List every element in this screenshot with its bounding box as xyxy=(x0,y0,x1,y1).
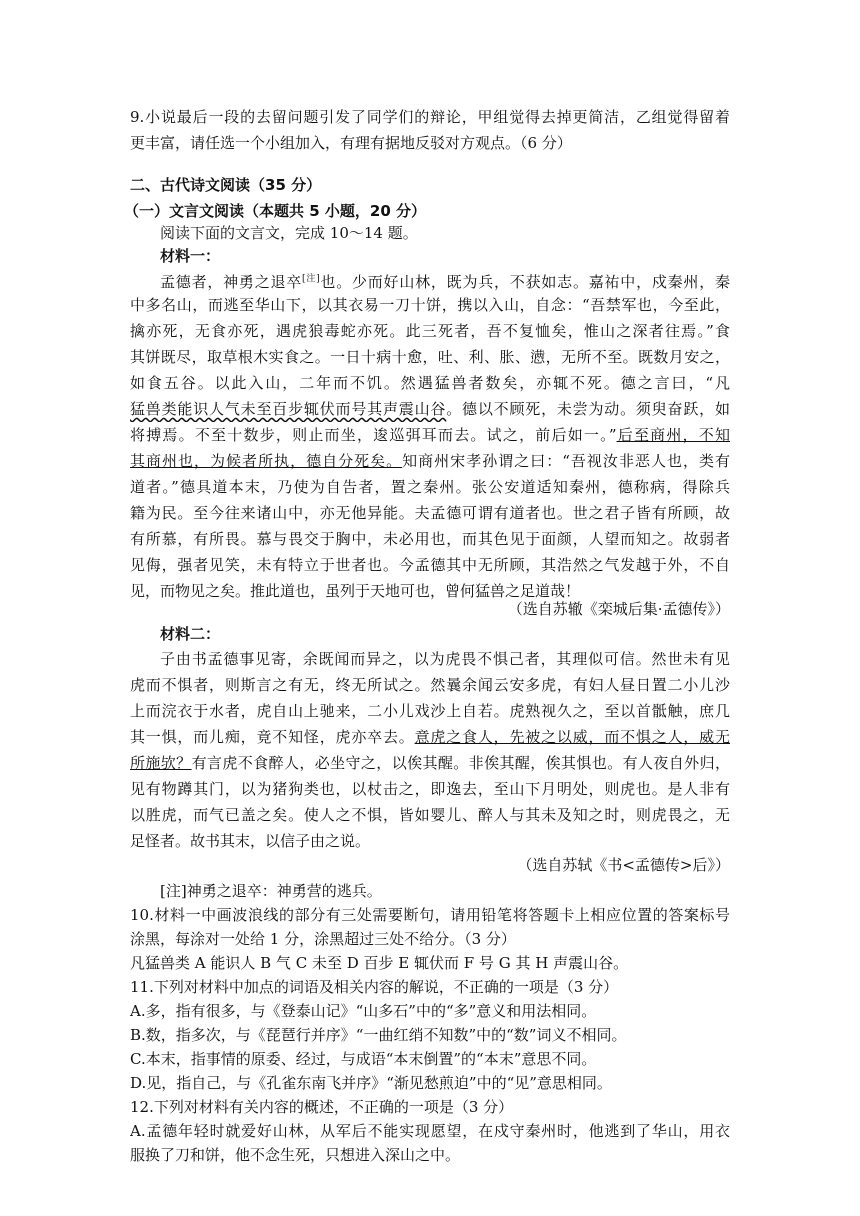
material-1-line: 猛兽类能识人气未至百步辄伏而号其声震山谷。德以不顾死，未尝为动。须臾奋跃，如 xyxy=(130,400,730,418)
underlined-text: 后至商州，不知 xyxy=(616,426,730,444)
material-2-line: 子由书孟德事见寄，余既闻而异之，以为虎畏不惧己者，其理似可信。然世未有见 xyxy=(160,650,730,668)
instruction: 阅读下面的文言文，完成 10～14 题。 xyxy=(160,224,418,242)
material-1-line: 有所慕，有所畏。慕与畏交于胸中，未必用也，而其色见于面颜，人望而知之。故弱者 xyxy=(130,530,730,548)
q11-option-c: C.本末，指事情的原委、经过，与成语“本末倒置”的“本末”意思不同。 xyxy=(130,1050,597,1068)
q11-stem: 11.下列对材料中加点的词语及相关内容的解说，不正确的一项是（3 分） xyxy=(130,978,619,996)
material-1-line: 中多名山，而逃至华山下，以其衣易一刀十饼，携以入山，自念：“吾禁军也，今至此， xyxy=(130,296,730,314)
material-2-source: （选自苏轼《书<孟德传>后》） xyxy=(517,856,730,874)
underlined-text: 其商州也，为候者所执，德自分死矣。 xyxy=(130,452,403,470)
material-1-line: 道者。”德具道本末，乃使为自告者，置之秦州。张公安道适知秦州，德称病，得除兵 xyxy=(130,478,730,496)
q10-line: 10.材料一中画波浪线的部分有三处需要断句，请用铅笔将答题卡上相应位置的答案标号 xyxy=(130,906,730,924)
underlined-text: 所施欤？ xyxy=(130,754,192,772)
material-2-line: 所施欤？有言虎不食醉人，必坐守之，以俟其醒。非俟其醒，俟其惧也。有人夜自外归， xyxy=(130,754,730,772)
material-1-line: 见侮，强者见笑，未有特立于世者也。今孟德其中无所顾，其浩然之气发越于外，不自 xyxy=(130,556,730,574)
material-1-line: 见，而物见之矣。推此道也，虽列于天地可也，曾何猛兽之足道哉！ xyxy=(130,582,581,600)
material-2-line: 见有物蹲其门，以为猪狗类也，以杖击之，即逸去，至山下月明处，则虎也。是人非有 xyxy=(130,780,730,798)
q11-option-d: D.见，指自己，与《孔雀东南飞并序》“渐见愁煎迫”中的“见”意思相同。 xyxy=(130,1074,612,1092)
material-1-line: 其商州也，为候者所执，德自分死矣。知商州宋孝孙谓之曰：“吾视汝非恶人也，类有 xyxy=(130,452,730,470)
material-1-line: 如食五谷。以此入山，二年而不饥。然遇猛兽者数矣，亦辄不死。德之言曰，“凡 xyxy=(130,374,730,392)
section-title: 二、古代诗文阅读（35 分） xyxy=(130,176,322,194)
footnote-marker: [注] xyxy=(302,274,320,284)
material-1-line: 擒亦死，无食亦死，遇虎狼毒蛇亦死。此三死者，吾不复恤矣，惟山之深者往焉。”食 xyxy=(130,322,730,340)
underlined-text: 意虎之食人，先被之以威，而不惧之人，威无 xyxy=(414,728,730,746)
material-1-line: 孟德者，神勇之退卒[注]也。少而好山林，既为兵，不获如志。嘉祐中，戍秦州，秦 xyxy=(160,273,730,291)
material-1-source: （选自苏辙《栾城后集·孟德传》） xyxy=(507,600,730,618)
material-2-line: 足怪者。故书其末，以信子由之说。 xyxy=(130,832,371,850)
q12-option-a: A.孟德年轻时就爱好山林，从军后不能实现愿望，在戍守秦州时，他逃到了华山，用衣 xyxy=(130,1122,730,1140)
material-2-line: 以胜虎，而气已盖之矣。使人之不惧，皆如婴儿、醉人与其未及知之时，则虎畏之，无 xyxy=(130,806,730,824)
footnote: [注]神勇之退卒：神勇营的逃兵。 xyxy=(160,882,382,900)
subsection-title: （一）文言文阅读（本题共 5 小题，20 分） xyxy=(124,202,426,220)
q12-option-a: 服换了刀和饼，他不念生死，只想进入深山之中。 xyxy=(130,1146,461,1164)
q10-line: 凡猛兽类 A 能识人 B 气 C 未至 D 百步 E 辄伏而 F 号 G 其 H 声震山谷。 xyxy=(130,954,629,972)
material-2-line: 虎而不惧者，则斯言之有无，终无所试之。然曩余闻云安多虎，有妇人昼日置二小儿沙 xyxy=(130,676,730,694)
q10-line: 涂黑，每涂对一处给 1 分，涂黑超过三处不给分。（3 分） xyxy=(130,930,516,948)
q11-option-a: A.多，指有很多，与《登泰山记》“山多石”中的“多”意义和用法相同。 xyxy=(130,1002,597,1020)
q9-line: 更丰富，请任选一个小组加入，有理有据地反驳对方观点。（6 分） xyxy=(130,134,572,152)
q11-option-b: B.数，指多次，与《琵琶行并序》“一曲红绡不知数”中的“数”词义不相同。 xyxy=(130,1026,627,1044)
material-1-line: 其饼既尽，取草根木实食之。一日十病十愈，吐、利、胀、懑，无所不至。既数月安之， xyxy=(130,348,730,366)
wavy-underlined-text: 猛兽类能识人气未至百步辄伏而号其声震山谷 xyxy=(130,400,447,418)
material-1-label: 材料一： xyxy=(160,247,221,265)
material-1-line: 籍为民。至今往来诸山中，亦无他异能。夫孟德可谓有道者也。世之君子皆有所顾，故 xyxy=(130,504,730,522)
material-2-line: 其一惧，而儿痴，竟不知怪，虎亦卒去。意虎之食人，先被之以威，而不惧之人，威无 xyxy=(130,728,730,746)
material-2-label: 材料二： xyxy=(160,625,221,643)
q9-line: 9.小说最后一段的去留问题引发了同学们的辩论，甲组觉得去掉更简洁，乙组觉得留着 xyxy=(130,108,730,126)
material-2-line: 上而浣衣于水者，虎自山上驰来，二小儿戏沙上自若。虎熟视久之，至以首骶触，庶几 xyxy=(130,702,730,720)
q12-stem: 12.下列对材料有关内容的概述，不正确的一项是（3 分） xyxy=(130,1098,514,1116)
material-1-line: 将搏焉。不至十数步，则止而坐，逡巡弭耳而去。试之，前后如一。”后至商州，不知 xyxy=(130,426,730,444)
